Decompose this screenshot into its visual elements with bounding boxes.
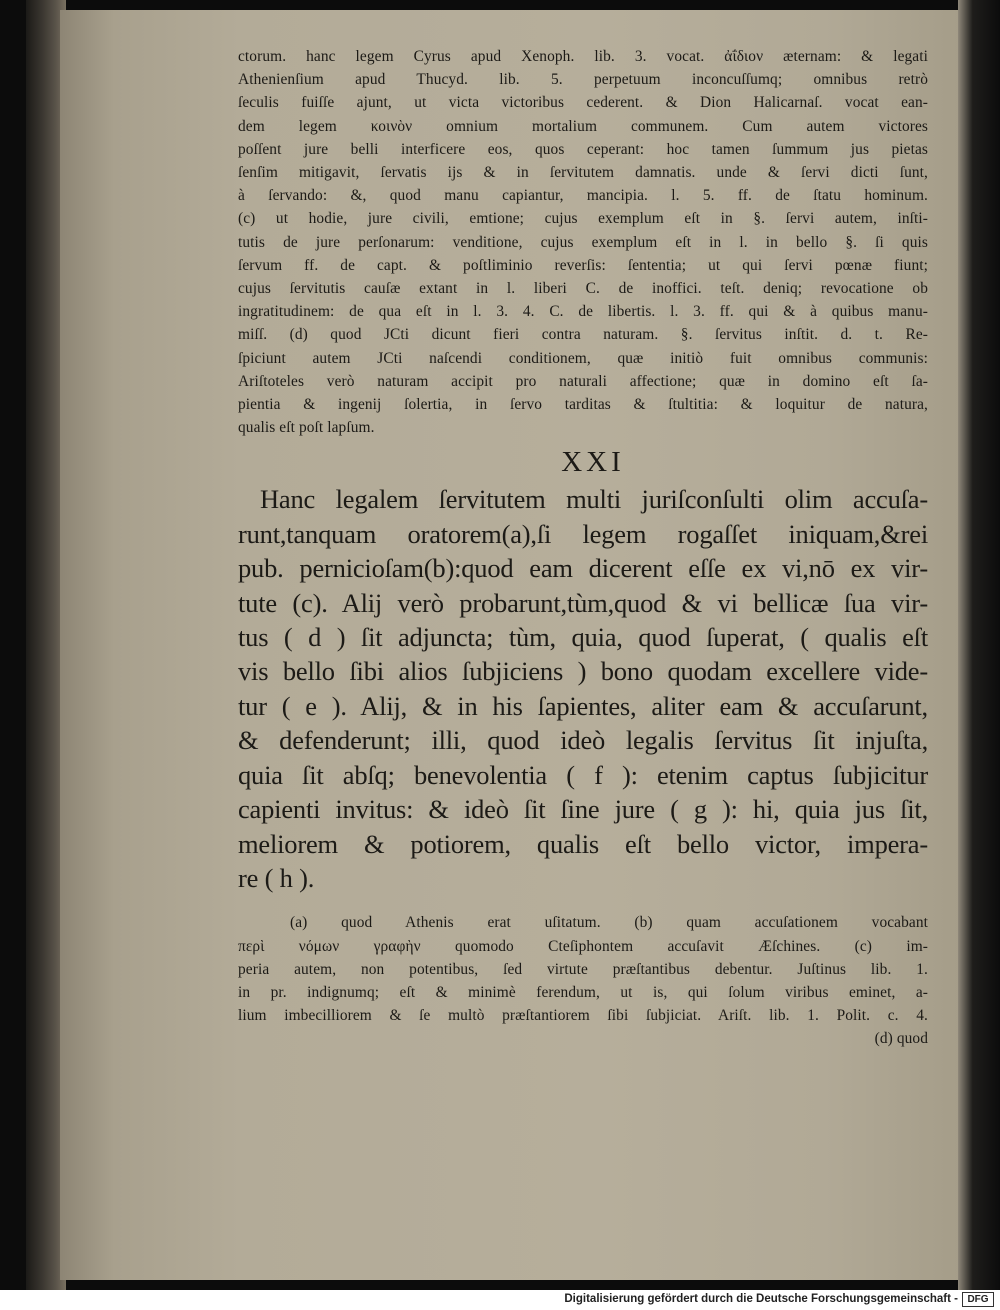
main-text-line: tur ( e ). Alij, & in his ſapientes, aliter eam & accuſarunt,	[238, 690, 928, 721]
page-edge-shadow	[958, 0, 1000, 1290]
main-text-line: vis bello ſibi alios ſubjiciens ) bono quodam excellere vide-	[238, 656, 928, 687]
note-line: tutis de jure perſonarum: venditione, cujus exemplum eſt in l. in bello §. ſi quis	[238, 233, 928, 251]
note-line: poſſent jure belli interficere eos, quos ceperant: hoc tamen ſummum jus pietas	[238, 140, 928, 158]
main-text-line: runt,tanquam oratorem(a),ſi legem rogaſſet iniquam,&rei	[238, 518, 928, 549]
note-line: Athenienſium apud Thucyd. lib. 5. perpetuum inconcuſſumq; omnibus retrò	[238, 71, 928, 89]
main-text-line: Hanc legalem ſervitutem multi juriſconſulti olim accuſa-	[260, 484, 928, 515]
note-line: ſeculis fuiſſe ajunt, ut victa victoribus cederent. & Dion Halicarnaſ. vocat ean-	[238, 94, 928, 112]
note-line: miſſ. (d) quod JCti dicunt fieri contra naturam. §. ſervitus inſtit. d. t. Re-	[238, 326, 928, 344]
note-line: ſervum ff. de capt. & poſtliminio reverſis: ſententia; ut qui ſervi pœnæ fiunt;	[238, 256, 928, 274]
note-line: περὶ νόμων γραφὴν quomodo Cteſiphontem accuſavit Æſchines. (c) im-	[238, 937, 928, 955]
footnotes-continued	[238, 45, 928, 439]
note-line: pientia & ingenij ſolertia, in ſervo tarditas & ſtultitia: & loquitur de natura,	[238, 396, 928, 414]
note-line: Ariſtoteles verò naturam accipit pro naturali affectione; quæ in domino eſt ſa-	[238, 372, 928, 390]
main-text-line: tus ( d ) ſit adjuncta; tùm, quia, quod ſuperat, ( qualis eſt	[238, 622, 928, 653]
main-text-line: re ( h ).	[238, 862, 315, 893]
note-line: lium imbecilliorem & ſe multò præſtantiorem ſibi ſubjiciat. Ariſt. lib. 1. Polit. c. 4.	[238, 1007, 928, 1025]
note-line: qualis eſt poſt lapſum.	[238, 419, 375, 437]
catchword: (d) quod	[874, 1030, 928, 1048]
main-text-line: capienti invitus: & ideò ſit ſine jure ( g ): hi, quia jus ſit,	[238, 794, 928, 825]
funding-credit: Digitalisierung gefördert durch die Deutsche Forschungsgemeinschaft -	[564, 1293, 958, 1305]
main-text-line: & defenderunt; illi, quod ideò legalis ſervitus ſit injuſta,	[238, 725, 928, 756]
note-line: ſpiciunt autem JCti naſcendi conditionem, quæ initiò fuit omnibus communis:	[238, 349, 928, 367]
note-line: dem legem κοινὸν omnium mortalium communem. Cum autem victores	[238, 117, 928, 135]
page-text-area	[238, 45, 928, 1051]
note-line: peria autem, non potentibus, ſed virtute præſtantibus debentur. Juſtinus lib. 1.	[238, 960, 928, 978]
note-line: ſenſim mitigavit, ſervatis ijs & in ſervitutem damnatis. unde & ſervi dicti ſunt,	[238, 164, 928, 182]
main-paragraph	[238, 482, 928, 895]
note-line: ingratitudinem: de qua eſt in l. 3. 4. C. de libertis. l. 3. ff. qui & à quibus manu-	[238, 303, 928, 321]
note-line: cujus ſervitutis cauſæ extant in l. liberi C. de inoffici. teſt. deniq; revocatione ob	[238, 280, 928, 298]
note-line: in pr. indignumq; eſt & minimè ferendum, ut is, qui ſolum viribus eminet, a-	[238, 983, 928, 1001]
note-line: (a) quod Athenis erat uſitatum. (b) quam accuſationem vocabant	[290, 914, 928, 932]
main-text-line: tute (c). Alij verò probarunt,tùm,quod & vi bellicæ ſua vir-	[238, 587, 928, 618]
main-text-line: quia ſit abſq; benevolentia ( f ): etenim captus ſubjicitur	[238, 759, 928, 790]
note-line: ctorum. hanc legem Cyrus apud Xenoph. lib. 3. vocat. ἀΐδιον æternam: & legati	[238, 48, 928, 65]
note-line: à ſervando: &, quod manu capiantur, mancipia. l. 5. ff. de ſtatu hominum.	[238, 187, 928, 205]
main-text-line: pub. pernicioſam(b):quod eam dicerent eſſe ex vi,nō ex vir-	[238, 553, 928, 584]
note-line: (c) ut hodie, jure civili, emtione; cujus exemplum eſt in §. ſervi autem, inſti-	[238, 210, 928, 228]
section-number-heading: XXI	[561, 446, 625, 479]
footnotes	[238, 911, 928, 1050]
main-text-line: meliorem & potiorem, qualis eſt bello victor, impera-	[238, 828, 928, 859]
dfg-logo[interactable]: DFG	[962, 1292, 994, 1307]
